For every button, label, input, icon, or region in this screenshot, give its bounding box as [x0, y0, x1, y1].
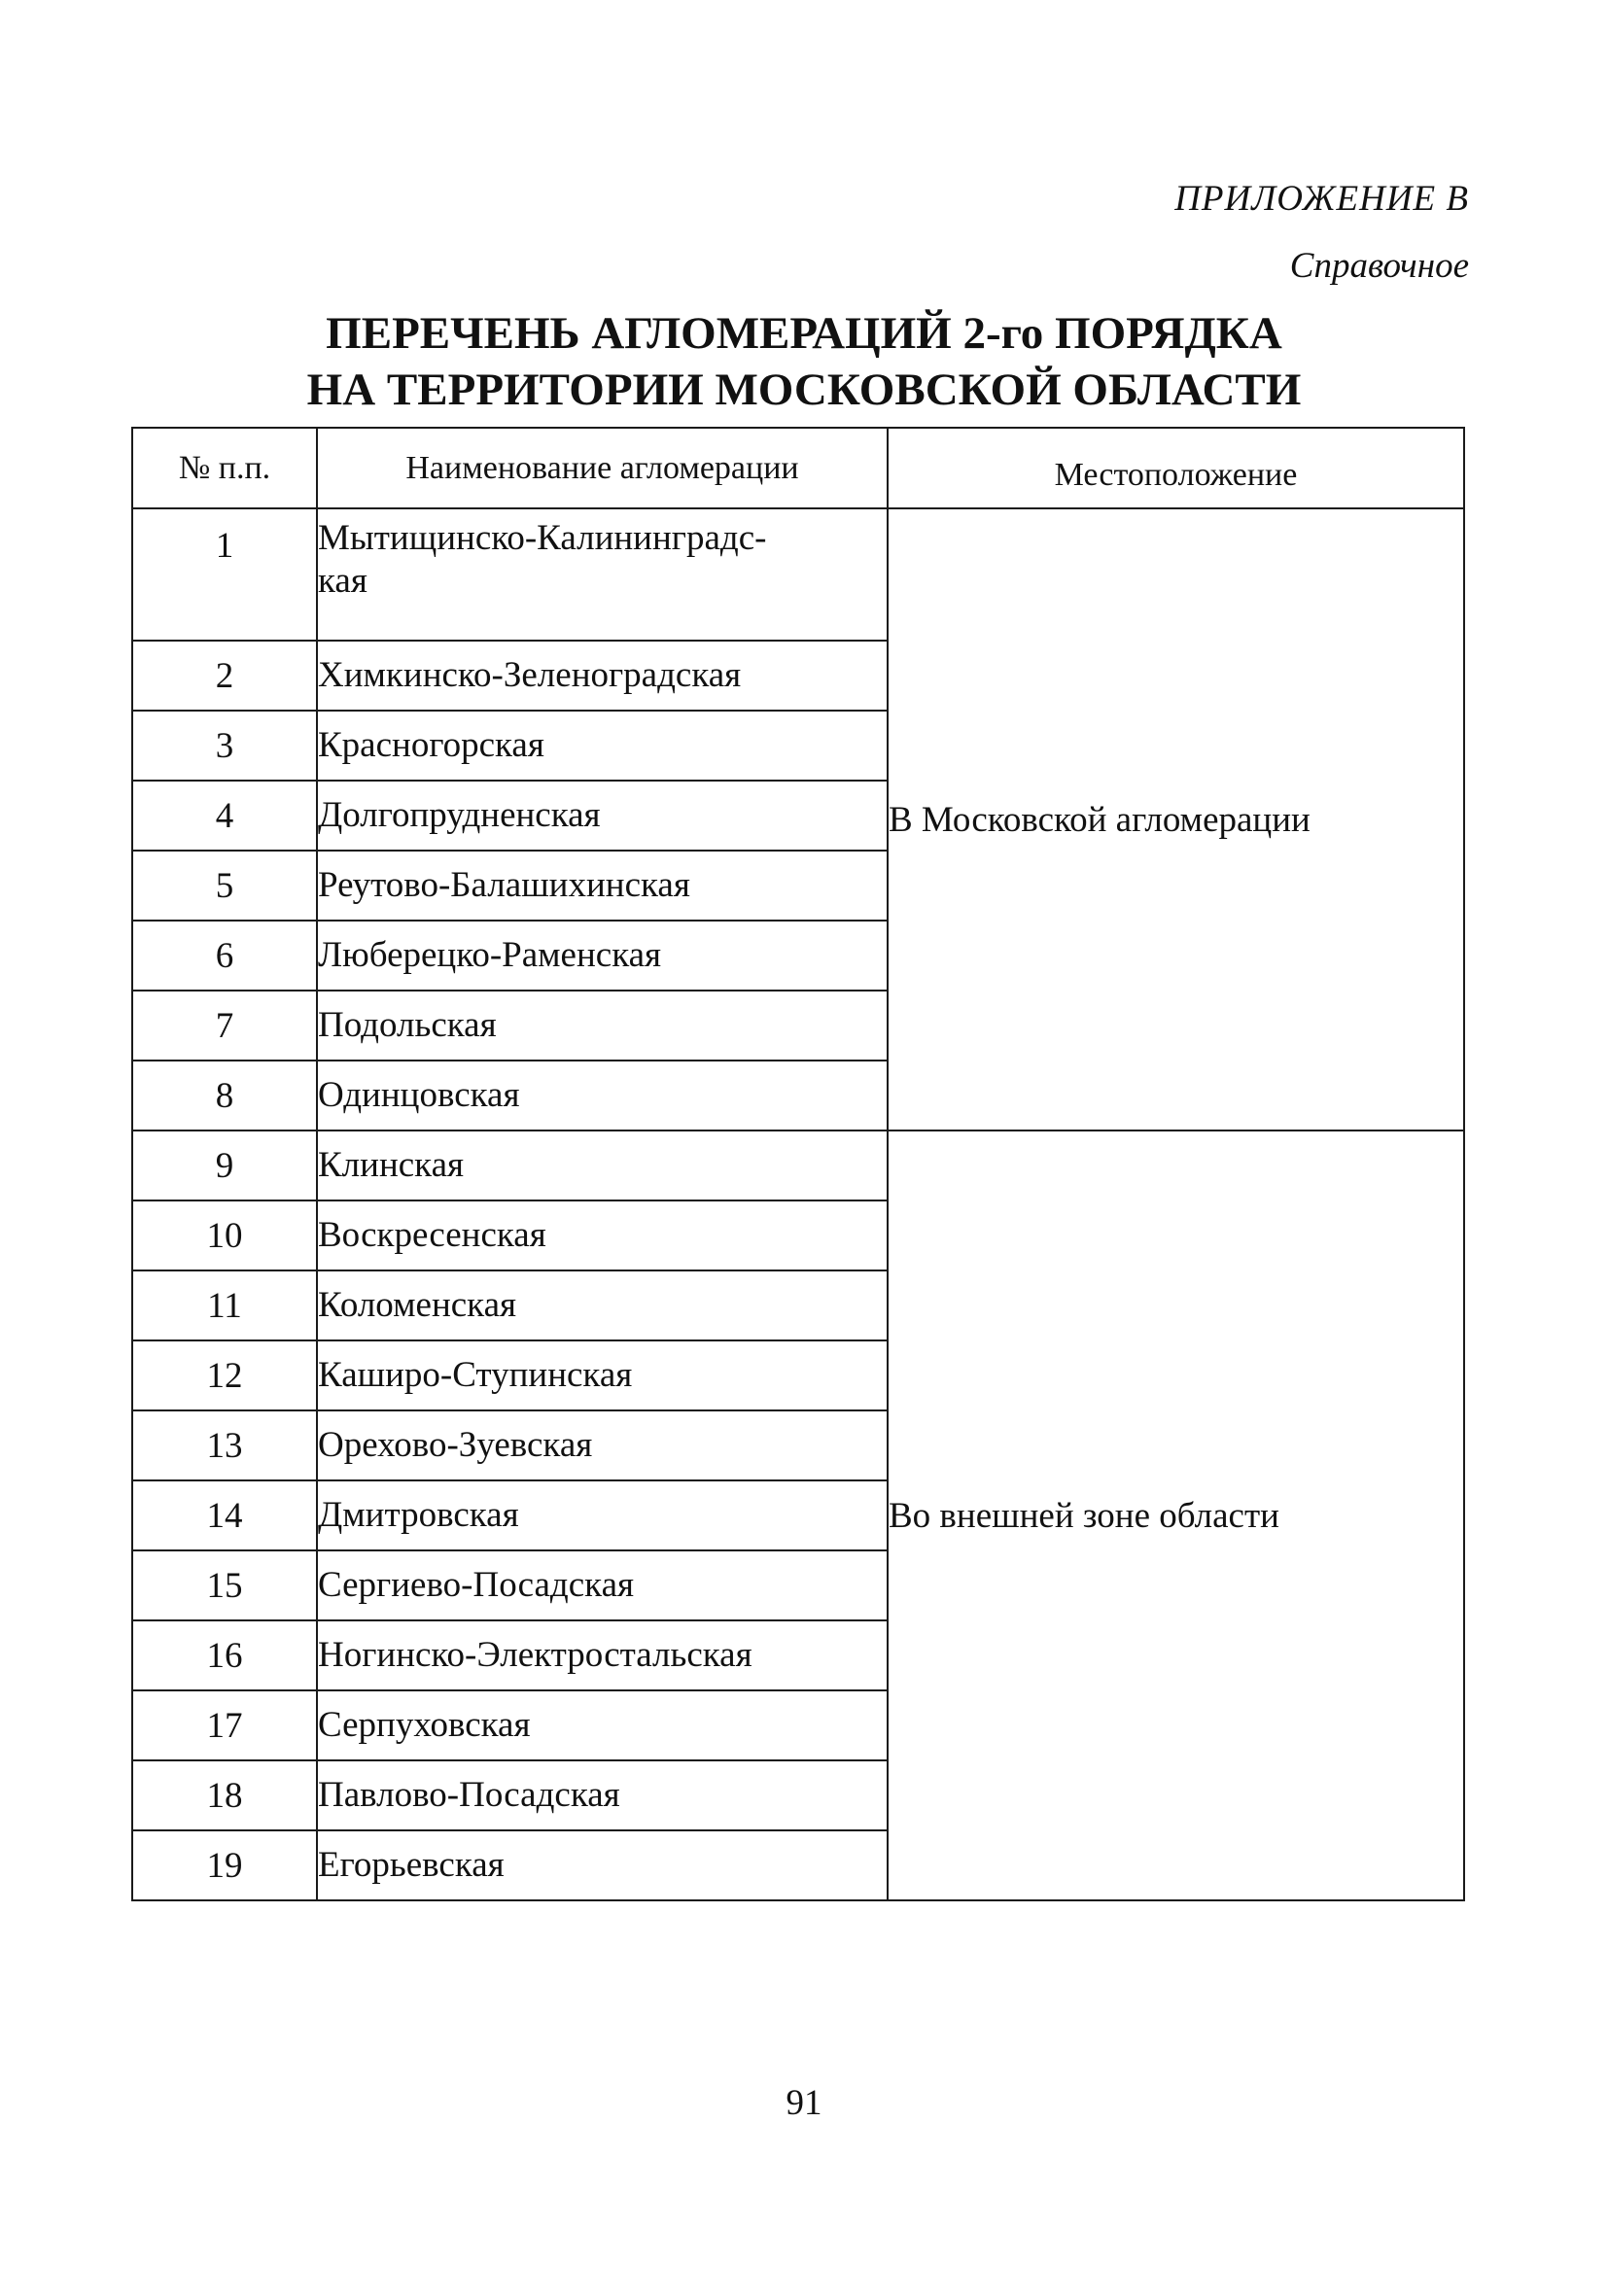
row-number: 3 [132, 711, 317, 781]
agglomeration-name: Серпуховская [317, 1690, 888, 1760]
appendix-label: ПРИЛОЖЕНИЕ В [1174, 179, 1469, 219]
row-number: 6 [132, 921, 317, 991]
page-title-line-1: ПЕРЕЧЕНЬ АГЛОМЕРАЦИЙ 2-го ПОРЯДКА [326, 308, 1282, 359]
table-row [132, 1131, 1464, 1200]
agglomeration-name: Воскресенская [317, 1200, 888, 1270]
row-number: 15 [132, 1550, 317, 1620]
agglomeration-name: Люберецко-Раменская [317, 921, 888, 991]
agglomeration-name: Сергиево-Посадская [317, 1550, 888, 1620]
agglomeration-name: Красногорская [317, 711, 888, 781]
agglomeration-name: Коломенская [317, 1270, 888, 1340]
row-number: 10 [132, 1200, 317, 1270]
page-number: 91 [786, 2083, 822, 2123]
row-number: 17 [132, 1690, 317, 1760]
agglomeration-name: Реутово-Балашихинская [317, 851, 888, 921]
row-number: 13 [132, 1410, 317, 1480]
row-number: 9 [132, 1131, 317, 1200]
agglomeration-name: Клинская [317, 1131, 888, 1200]
agglomeration-name: Долгопрудненская [317, 781, 888, 851]
row-number: 4 [132, 781, 317, 851]
reference-label: Справочное [1289, 246, 1469, 286]
agglomeration-name-wrapped: Мытищинско-Калининградс- кая [318, 518, 767, 601]
agglomeration-name: Химкинско-Зеленоградская [317, 641, 888, 711]
agglomeration-name: Дмитровская [317, 1480, 888, 1550]
column-header-location: Местоположение [888, 428, 1464, 508]
row-number: 1 [132, 508, 317, 641]
location-moscow: В Московской агломерации [888, 508, 1464, 1131]
column-header-name: Наименование агломерации [317, 428, 888, 508]
agglomeration-name: Каширо-Ступинская [317, 1340, 888, 1410]
row-number: 16 [132, 1620, 317, 1690]
agglomeration-name [317, 508, 888, 641]
column-header-number: № п.п. [132, 428, 317, 508]
agglomeration-name: Ногинско-Электростальская [317, 1620, 888, 1690]
agglomeration-name: Егорьевская [317, 1830, 888, 1900]
row-number: 18 [132, 1760, 317, 1830]
row-number: 2 [132, 641, 317, 711]
agglomeration-table [131, 427, 1465, 1901]
agglomeration-name: Одинцовская [317, 1061, 888, 1131]
table-header-row [132, 428, 1464, 508]
table-row [132, 508, 1464, 641]
row-number: 5 [132, 851, 317, 921]
row-number: 14 [132, 1480, 317, 1550]
page-title-line-2: НА ТЕРРИТОРИИ МОСКОВСКОЙ ОБЛАСТИ [306, 365, 1302, 415]
agglomeration-name: Павлово-Посадская [317, 1760, 888, 1830]
agglomeration-name: Подольская [317, 991, 888, 1061]
location-outer-zone: Во внешней зоне области [888, 1131, 1464, 1900]
page-title [0, 305, 1608, 418]
row-number: 19 [132, 1830, 317, 1900]
agglomeration-name: Орехово-Зуевская [317, 1410, 888, 1480]
row-number: 11 [132, 1270, 317, 1340]
row-number: 8 [132, 1061, 317, 1131]
row-number: 7 [132, 991, 317, 1061]
row-number: 12 [132, 1340, 317, 1410]
